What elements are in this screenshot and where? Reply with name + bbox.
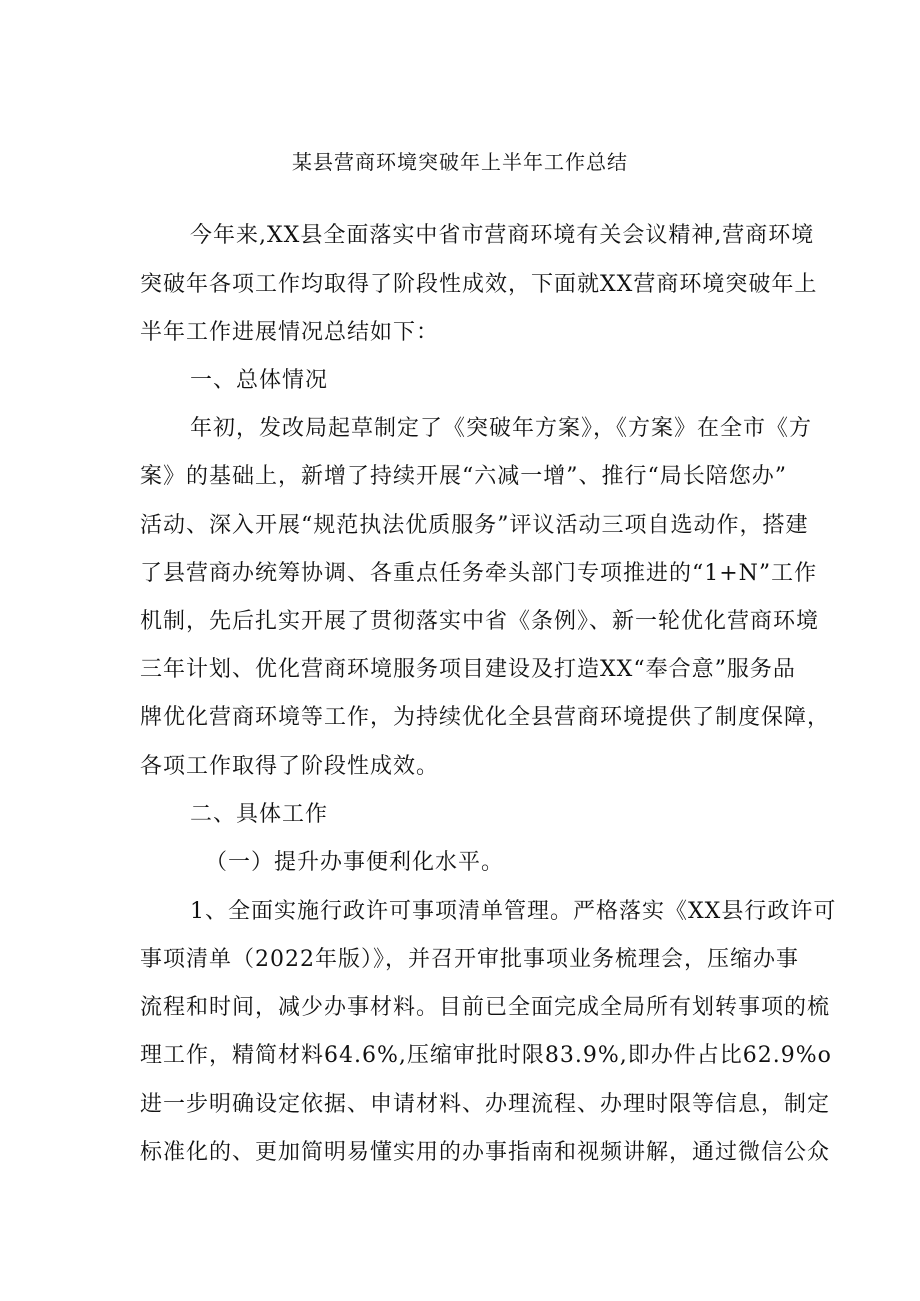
paragraph-line: 理工作，精简材料64.6%,压缩审批时限83.9%,即办件占比62.9%o <box>140 1043 832 1068</box>
paragraph-line: 事项清单（2022年版）》，并召开审批事项业务梳理会，压缩办事 <box>140 947 799 972</box>
paragraph-line: 进一步明确设定依据、申请材料、办理流程、办理时限等信息，制定 <box>140 1092 831 1117</box>
paragraph-line: 今年来,XX县全面落实中省市营商环境有关会议精神,营商环境 <box>190 223 815 248</box>
paragraph-line: 1、全面实施行政许可事项清单管理。严格落实《XX县行政许可 <box>190 899 837 924</box>
section-heading: 一、总体情况 <box>190 368 329 393</box>
subsection-heading: （一）提升办事便利化水平。 <box>205 850 505 875</box>
paragraph-line: 各项工作取得了阶段性成效。 <box>140 754 440 779</box>
paragraph-line: 案》的基础上，新增了持续开展“六减一增”、推行“局长陪您办” <box>140 464 787 489</box>
paragraph-line: 年初，发改局起草制定了《突破年方案》，《方案》在全市《方 <box>190 416 813 441</box>
paragraph-line: 机制，先后扎实开展了贯彻落实中省《条例》、新一轮优化营商环境 <box>140 609 820 634</box>
paragraph-line: 三年计划、优化营商环境服务项目建设及打造XX“奉合意”服务品 <box>140 657 796 682</box>
paragraph-line: 活动、深入开展“规范执法优质服务”评议活动三项自选动作，搭建 <box>140 513 809 538</box>
paragraph-line: 流程和时间，减少办事材料。目前已全面完成全局所有划转事项的梳 <box>140 995 831 1020</box>
paragraph-line: 半年工作进展情况总结如下： <box>140 320 440 345</box>
paragraph-line: 牌优化营商环境等工作，为持续优化全县营商环境提供了制度保障， <box>140 705 831 730</box>
document-title: 某县营商环境突破年上半年工作总结 <box>292 150 628 174</box>
paragraph-line: 了县营商办统筹协调、各重点任务牵头部门专项推进的“1+N”工作 <box>140 561 818 586</box>
paragraph-line: 标准化的、更加简明易懂实用的办事指南和视频讲解，通过微信公众 <box>140 1140 831 1165</box>
paragraph-line: 突破年各项工作均取得了阶段性成效，下面就XX营商环境突破年上 <box>140 272 818 297</box>
section-heading: 二、具体工作 <box>190 802 329 827</box>
